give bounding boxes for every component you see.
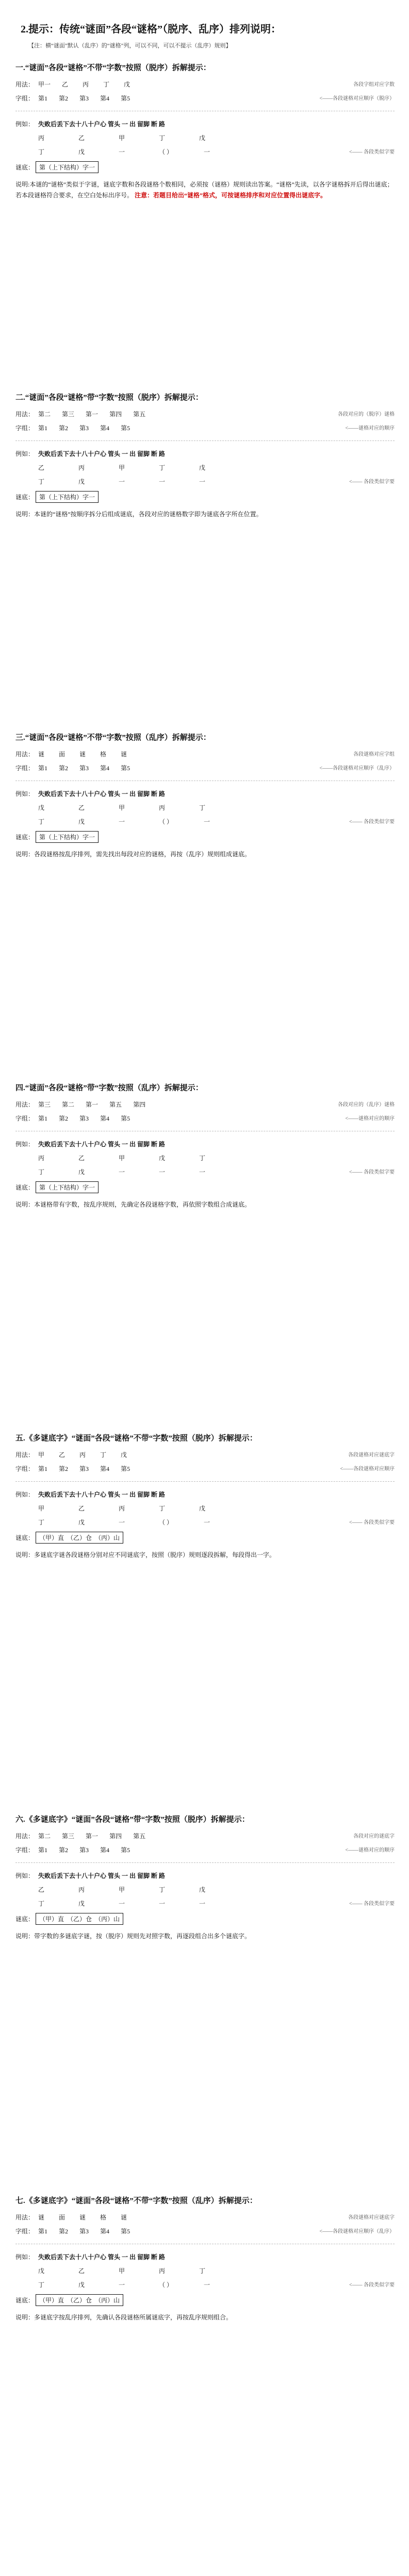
glyph: 第4	[100, 1846, 110, 1854]
glyph: 第3	[79, 2228, 89, 2235]
glyph: 戊	[78, 1168, 85, 1176]
usage-note: 各段对应的（乱序）谜格	[338, 1102, 395, 1108]
example-text: 失败后丢下去十八十户心 管头 一 出 留脚 断 路	[38, 1872, 166, 1879]
example-row: 例如： 失败后丢下去十八十户心 管头 一 出 留脚 断 路	[15, 1140, 395, 1148]
glyph: 丁	[199, 1155, 206, 1162]
glyph: 一	[199, 1900, 206, 1907]
answer-row: 谜底： 第（上下结构）字一	[15, 161, 395, 173]
glyph: 戊	[199, 134, 206, 142]
glyph: 第一	[86, 1833, 99, 1840]
usage-row: 用法： 谜 面 谜 格 谜 各段谜格对应字组	[15, 751, 395, 758]
usage-label: 用法	[15, 1101, 28, 1108]
group-label: 字组	[15, 1115, 28, 1122]
glyph: 丁	[159, 1886, 166, 1893]
example-text: 失败后丢下去十八十户心 管头 一 出 留脚 断 路	[38, 1141, 166, 1148]
usage-row: 用法： 第二 第三 第一 第四 第五 各段对应的谜底字	[15, 1833, 395, 1840]
section-heading: 一.“谜面”各段“谜格”不带“字数”按照（脱序）拆解提示：	[15, 64, 211, 72]
glyph: 第五	[109, 1101, 122, 1108]
page-title: 2.提示：传统“谜面”各段“谜格”（脱序、乱序）排列说明：	[21, 24, 281, 35]
glyph: 乙	[59, 1451, 66, 1459]
example-label: 例如	[15, 2253, 28, 2261]
example-label: 例如	[15, 790, 28, 798]
example-text: 失败后丢下去十八十户心 管头 一 出 留脚 断 路	[38, 2253, 166, 2261]
glyph: 丙	[83, 81, 89, 88]
glyph: 丁	[38, 1519, 45, 1526]
group-note: <——谜格对应的顺序	[345, 1848, 395, 1853]
glyph: 戊	[78, 1900, 85, 1907]
answer-label: 谜底	[15, 494, 28, 501]
glyph: 一	[159, 1168, 166, 1176]
answer-label: 谜底	[15, 834, 28, 841]
glyph: 面	[59, 751, 66, 758]
group-row: 字组： 第1 第2 第3 第4 第5 <——各段谜格对应顺序（脱序）	[15, 95, 395, 102]
example-row: 例如： 失败后丢下去十八十户心 管头 一 出 留脚 断 路	[15, 1490, 395, 1499]
group-label: 字组	[15, 95, 28, 102]
glyph: 丁	[38, 818, 45, 825]
glyph: 丙	[159, 804, 166, 811]
glyph: （ ）	[159, 148, 173, 156]
glyph: 丁	[159, 134, 166, 142]
answer-label: 谜底	[15, 2297, 28, 2304]
explanation	[15, 509, 395, 520]
explanation	[15, 1931, 395, 1942]
glyph: 甲	[119, 1155, 125, 1162]
rule-section	[15, 1432, 395, 1561]
usage-note: 各段对应的（脱序）谜格	[338, 412, 395, 417]
example-label: 例如	[15, 450, 28, 457]
group-note: <——谜格对应的顺序	[345, 426, 395, 431]
glyph: 甲	[119, 464, 125, 471]
explanation-text: 说明：多谜底字谜各段谜格分别对应不同谜底字，按照（脱序）规则逐段拆解，每段得出一字。	[15, 1551, 276, 1558]
glyph: 第2	[59, 1846, 69, 1854]
answer-text: 第（上下结构）字一	[36, 491, 99, 503]
section-heading: 三.“谜面”各段“谜格”不带“字数”按照（乱序）拆解提示：	[15, 734, 211, 742]
answer-text: 第（上下结构）字一	[36, 161, 99, 173]
glyph: 戊	[78, 148, 85, 156]
explanation-text: 说明：本谜的“谜格”按顺序拆分后组成谜底，各段对应的谜格数字即为谜底各字所在位置。	[15, 511, 263, 518]
glyph: 第四	[133, 1101, 146, 1108]
glyph: 戊	[78, 2281, 85, 2289]
glyph: 戊	[124, 81, 130, 88]
usage-note: 各段对应的谜底字	[353, 1834, 395, 1839]
example-label: 例如	[15, 121, 28, 128]
usage-row: 用法： 第三 第二 第一 第五 第四 各段对应的（乱序）谜格	[15, 1101, 395, 1108]
group-label: 字组	[15, 1465, 28, 1472]
answer-text: 第（上下结构）字一	[36, 1181, 99, 1193]
example-text: 失败后丢下去十八十户心 管头 一 出 留脚 断 路	[38, 450, 166, 457]
glyph: 甲	[38, 1451, 45, 1459]
divider	[15, 1862, 395, 1863]
glyph: 一	[159, 1900, 166, 1907]
glyph: 戊	[78, 478, 85, 485]
line-note: <—— 各段类似字要	[349, 1520, 395, 1526]
answer-row: 谜底： 第（上下结构）字一	[15, 831, 395, 843]
glyph: 一	[119, 478, 125, 485]
glyph: 第三	[62, 411, 75, 418]
glyph: 第5	[121, 2228, 130, 2235]
group-note: <——各段谜格对应顺序（脱序）	[319, 96, 395, 101]
example-label: 例如	[15, 1141, 28, 1148]
usage-note: 各段谜格对应谜底字	[348, 1452, 395, 1458]
glyph: 戊	[199, 464, 206, 471]
glyph: 第3	[79, 1465, 89, 1472]
glyph: 第三	[38, 1101, 51, 1108]
example-row: 例如： 失败后丢下去十八十户心 管头 一 出 留脚 断 路	[15, 789, 395, 798]
glyph: 丁	[38, 1900, 45, 1907]
explanation-text: 说明:本谜的“谜格”类似于字谜，谜底字数和各段谜格个数相同，必须按（谜格）规则读出答案。“谜格”先读，以各字谜格拆开后得出谜底；若本段谜格符合要求，在空白处标出序号。	[15, 181, 394, 199]
rule-section	[15, 1814, 395, 1942]
explanation-text: 说明：多谜底字按乱序排列，先确认各段谜格所属谜底字，再按乱序规则组合。	[15, 2314, 233, 2321]
glyph: 第4	[100, 95, 110, 102]
line-note: <—— 各段类似字要	[349, 2282, 395, 2288]
glyph: 第2	[59, 95, 69, 102]
explanation-text: 说明：带字数的多谜底字谜，按（脱序）规则先对照字数，再逐段组合出多个谜底字。	[15, 1933, 251, 1940]
example-label: 例如	[15, 1491, 28, 1498]
group-label: 字组	[15, 425, 28, 432]
answer-label: 谜底	[15, 164, 28, 171]
group-row: 字组： 第1 第2 第3 第4 第5 <——谜格对应的顺序	[15, 1846, 395, 1854]
glyph: 甲一	[38, 81, 51, 88]
group-note: <——谜格对应的顺序	[345, 1116, 395, 1122]
glyph: 戊	[38, 2267, 45, 2275]
glyph: 丙	[78, 1886, 85, 1893]
glyph: 第3	[79, 1846, 89, 1854]
usage-label: 用法	[15, 751, 28, 758]
usage-label: 用法	[15, 411, 28, 418]
glyph: 第4	[100, 1465, 110, 1472]
glyph: （ ）	[159, 818, 173, 825]
usage-note: 各段谜格对应字组	[353, 752, 395, 757]
glyph: 丙	[119, 1505, 125, 1512]
glyph: 丁	[159, 464, 166, 471]
glyph: 丙	[78, 464, 85, 471]
group-note: <——各段谜格对应顺序	[340, 1466, 395, 1472]
glyph: 丁	[38, 478, 45, 485]
group-row: 字组： 第1 第2 第3 第4 第5 <——各段谜格对应顺序	[15, 1465, 395, 1472]
divider	[15, 1481, 395, 1482]
glyph: 乙	[78, 1505, 85, 1512]
example-row: 例如： 失败后丢下去十八十户心 管头 一 出 留脚 断 路	[15, 449, 395, 458]
example-line	[15, 2280, 395, 2289]
glyph: 乙	[78, 2267, 85, 2275]
example-line	[15, 817, 395, 826]
explanation-highlight: 注意：若题目给出“谜格”格式，可按谜格排序和对应位置得出谜底字。	[135, 192, 327, 199]
glyph: 丙	[159, 2267, 166, 2275]
glyph: 第2	[59, 2228, 69, 2235]
group-note: <——各段谜格对应顺序（乱序）	[319, 2229, 395, 2234]
glyph: 一	[204, 2281, 210, 2289]
glyph: 一	[204, 1519, 210, 1526]
example-label: 例如	[15, 1872, 28, 1879]
answer-row: 谜底： （甲）直 （乙）仓 （丙）山	[15, 1532, 395, 1544]
glyph: （ ）	[159, 1519, 173, 1526]
explanation	[15, 2312, 395, 2323]
example-line	[15, 477, 395, 486]
example-line	[15, 133, 395, 142]
section-heading: 六.《多谜底字》“谜面”各段“谜格”带“字数”按照（脱序）拆解提示：	[15, 1816, 250, 1824]
glyph: 第2	[59, 425, 69, 432]
example-line	[15, 1885, 395, 1894]
explanation	[15, 179, 395, 201]
glyph: 第二	[62, 1101, 75, 1108]
glyph: 第1	[38, 95, 48, 102]
glyph: 丙	[38, 134, 45, 142]
line-note: <—— 各段类似字要	[349, 479, 395, 485]
glyph: 第2	[59, 765, 69, 772]
explanation	[15, 1199, 395, 1210]
group-row: 字组： 第1 第2 第3 第4 第5 <——各段谜格对应顺序（乱序）	[15, 765, 395, 772]
glyph: 第1	[38, 425, 48, 432]
glyph: 谜	[79, 2214, 86, 2221]
glyph: 乙	[38, 1886, 45, 1893]
glyph: 谜	[79, 751, 86, 758]
glyph: 第5	[121, 765, 130, 772]
example-text: 失败后丢下去十八十户心 管头 一 出 留脚 断 路	[38, 1491, 166, 1498]
glyph: 第5	[121, 425, 130, 432]
answer-row: 谜底： 第（上下结构）字一	[15, 491, 395, 503]
glyph: 第5	[121, 95, 130, 102]
glyph: 乙	[62, 81, 69, 88]
group-note: <——各段谜格对应顺序（乱序）	[319, 766, 395, 771]
glyph: 第三	[62, 1833, 75, 1840]
explanation	[15, 849, 395, 860]
glyph: 甲	[38, 1505, 45, 1512]
glyph: 第3	[79, 95, 89, 102]
usage-label: 用法	[15, 1833, 28, 1840]
glyph: 格	[100, 751, 107, 758]
explanation	[15, 1550, 395, 1561]
answer-text: （甲）直 （乙）仓 （丙）山	[36, 1913, 123, 1925]
glyph: 谜	[121, 2214, 127, 2221]
glyph: 第1	[38, 2228, 48, 2235]
usage-label: 用法	[15, 1451, 28, 1459]
answer-text: （甲）直 （乙）仓 （丙）山	[36, 1532, 123, 1544]
glyph: 第1	[38, 1465, 48, 1472]
glyph: 第一	[86, 1101, 99, 1108]
glyph: 丁	[199, 804, 206, 811]
glyph: 第四	[109, 1833, 122, 1840]
answer-row: 谜底： （甲）直 （乙）仓 （丙）山	[15, 2294, 395, 2306]
answer-label: 谜底	[15, 1534, 28, 1541]
line-note: <—— 各段类似字要	[349, 1901, 395, 1907]
glyph: 第五	[133, 1833, 146, 1840]
glyph: 第3	[79, 765, 89, 772]
usage-row: 用法： 甲 乙 丙 丁 戊 各段谜格对应谜底字	[15, 1451, 395, 1459]
group-label: 字组	[15, 2228, 28, 2235]
glyph: 戊	[159, 1155, 166, 1162]
glyph: 第5	[121, 1115, 130, 1122]
glyph: 第1	[38, 1115, 48, 1122]
example-line	[15, 147, 395, 156]
glyph: 一	[119, 1900, 125, 1907]
line-note: <—— 各段类似字要	[349, 1170, 395, 1175]
example-row: 例如： 失败后丢下去十八十户心 管头 一 出 留脚 断 路	[15, 1871, 395, 1880]
glyph: 面	[59, 2214, 66, 2221]
group-row: 字组： 第1 第2 第3 第4 第5 <——谜格对应的顺序	[15, 425, 395, 432]
glyph: 丁	[199, 2267, 206, 2275]
glyph: 第2	[59, 1115, 69, 1122]
section-heading: 五.《多谜底字》“谜面”各段“谜格”不带“字数”按照（脱序）拆解提示：	[15, 1434, 257, 1443]
divider	[15, 440, 395, 441]
glyph: 第一	[86, 411, 99, 418]
example-line	[15, 803, 395, 812]
group-row: 字组： 第1 第2 第3 第4 第5 <——谜格对应的顺序	[15, 1115, 395, 1122]
glyph: 戊	[78, 818, 85, 825]
group-label: 字组	[15, 765, 28, 772]
glyph: 丁	[38, 148, 45, 156]
glyph: 丙	[38, 1155, 45, 1162]
glyph: 第4	[100, 2228, 110, 2235]
glyph: 第1	[38, 765, 48, 772]
rule-section	[15, 2195, 395, 2323]
glyph: 一	[199, 478, 206, 485]
glyph: （ ）	[159, 2281, 173, 2289]
answer-row: 谜底： 第（上下结构）字一	[15, 1181, 395, 1193]
section-heading: 二.“谜面”各段“谜格”带“字数”按照（脱序）拆解提示：	[15, 394, 203, 402]
usage-row: 用法： 甲一 乙 丙 丁 戊 各段字组对应字数	[15, 81, 395, 88]
rule-section	[15, 1082, 395, 1210]
glyph: 第5	[121, 1465, 130, 1472]
glyph: 一	[119, 148, 125, 156]
glyph: 乙	[78, 134, 85, 142]
example-row: 例如： 失败后丢下去十八十户心 管头 一 出 留脚 断 路	[15, 120, 395, 128]
glyph: 第五	[133, 411, 146, 418]
usage-row: 用法： 第二 第三 第一 第四 第五 各段对应的（脱序）谜格	[15, 411, 395, 418]
line-note: <—— 各段类似字要	[349, 149, 395, 155]
example-line	[15, 463, 395, 472]
intro-note: 【注：横“谜面”默认（乱序）的“谜格”列，可以不同，可以不提示（乱序）规则】	[28, 43, 232, 49]
glyph: 第3	[79, 425, 89, 432]
usage-label: 用法	[15, 2214, 28, 2221]
usage-row: 用法： 谜 面 谜 格 谜 各段谜格对应谜底字	[15, 2214, 395, 2221]
section-heading: 四.“谜面”各段“谜格”带“字数”按照（乱序）拆解提示：	[15, 1084, 203, 1092]
usage-note: 各段字组对应字数	[353, 82, 395, 88]
answer-row: 谜底： （甲）直 （乙）仓 （丙）山	[15, 1913, 395, 1925]
example-line	[15, 1167, 395, 1176]
glyph: 第四	[109, 411, 122, 418]
glyph: 戊	[78, 1519, 85, 1526]
group-label: 字组	[15, 1846, 28, 1854]
glyph: 谜	[38, 2214, 45, 2221]
glyph: 第4	[100, 765, 110, 772]
glyph: 第2	[59, 1465, 69, 1472]
answer-text: （甲）直 （乙）仓 （丙）山	[36, 2294, 123, 2306]
example-row: 例如： 失败后丢下去十八十户心 管头 一 出 留脚 断 路	[15, 2252, 395, 2261]
glyph: 第4	[100, 1115, 110, 1122]
glyph: 戊	[199, 1505, 206, 1512]
glyph: 一	[204, 818, 210, 825]
answer-text: 第（上下结构）字一	[36, 831, 99, 843]
glyph: 第3	[79, 1115, 89, 1122]
glyph: 一	[159, 478, 166, 485]
glyph: 第5	[121, 1846, 130, 1854]
glyph: 第1	[38, 1846, 48, 1854]
glyph: 格	[100, 2214, 107, 2221]
glyph: 甲	[119, 134, 125, 142]
rule-section	[15, 732, 395, 860]
glyph: 乙	[38, 464, 45, 471]
explanation-text: 说明：本谜格带有字数，按乱序规则，先确定各段谜格字数，再依照字数组合成谜底。	[15, 1201, 251, 1208]
usage-note: 各段谜格对应谜底字	[348, 2215, 395, 2221]
glyph: 戊	[199, 1886, 206, 1893]
glyph: 一	[204, 148, 210, 156]
glyph: 乙	[78, 804, 85, 811]
answer-label: 谜底	[15, 1184, 28, 1191]
example-line	[15, 1154, 395, 1162]
example-text: 失败后丢下去十八十户心 管头 一 出 留脚 断 路	[38, 121, 166, 128]
section-heading: 七.《多谜底字》“谜面”各段“谜格”不带“字数”按照（乱序）拆解提示：	[15, 2197, 257, 2205]
glyph: 丁	[38, 2281, 45, 2289]
example-line	[15, 1899, 395, 1908]
glyph: 一	[119, 2281, 125, 2289]
glyph: 甲	[119, 804, 125, 811]
line-note: <—— 各段类似字要	[349, 819, 395, 825]
usage-label: 用法	[15, 81, 28, 88]
glyph: 丁	[159, 1505, 166, 1512]
explanation-text: 说明：各段谜格按乱序排列，需先找出每段对应的谜格，再按（乱序）规则组成谜底。	[15, 851, 251, 858]
glyph: 第二	[38, 411, 51, 418]
example-line	[15, 2266, 395, 2275]
glyph: 戊	[38, 804, 45, 811]
glyph: 甲	[119, 1886, 125, 1893]
glyph: 一	[119, 1519, 125, 1526]
glyph: 丁	[100, 1451, 107, 1459]
glyph: 一	[199, 1168, 206, 1176]
glyph: 第4	[100, 425, 110, 432]
glyph: 一	[119, 1168, 125, 1176]
glyph: 谜	[38, 751, 45, 758]
glyph: 戊	[121, 1451, 127, 1459]
glyph: 谜	[121, 751, 127, 758]
group-row: 字组： 第1 第2 第3 第4 第5 <——各段谜格对应顺序（乱序）	[15, 2228, 395, 2235]
glyph: 一	[119, 818, 125, 825]
glyph: 丙	[79, 1451, 86, 1459]
rule-section	[15, 62, 395, 201]
glyph: 第二	[38, 1833, 51, 1840]
glyph: 甲	[119, 2267, 125, 2275]
answer-label: 谜底	[15, 1916, 28, 1923]
rule-section	[15, 392, 395, 520]
example-line	[15, 1518, 395, 1527]
glyph: 丁	[103, 81, 110, 88]
example-line	[15, 1504, 395, 1513]
glyph: 丁	[38, 1168, 45, 1176]
example-text: 失败后丢下去十八十户心 管头 一 出 留脚 断 路	[38, 790, 166, 798]
glyph: 乙	[78, 1155, 85, 1162]
